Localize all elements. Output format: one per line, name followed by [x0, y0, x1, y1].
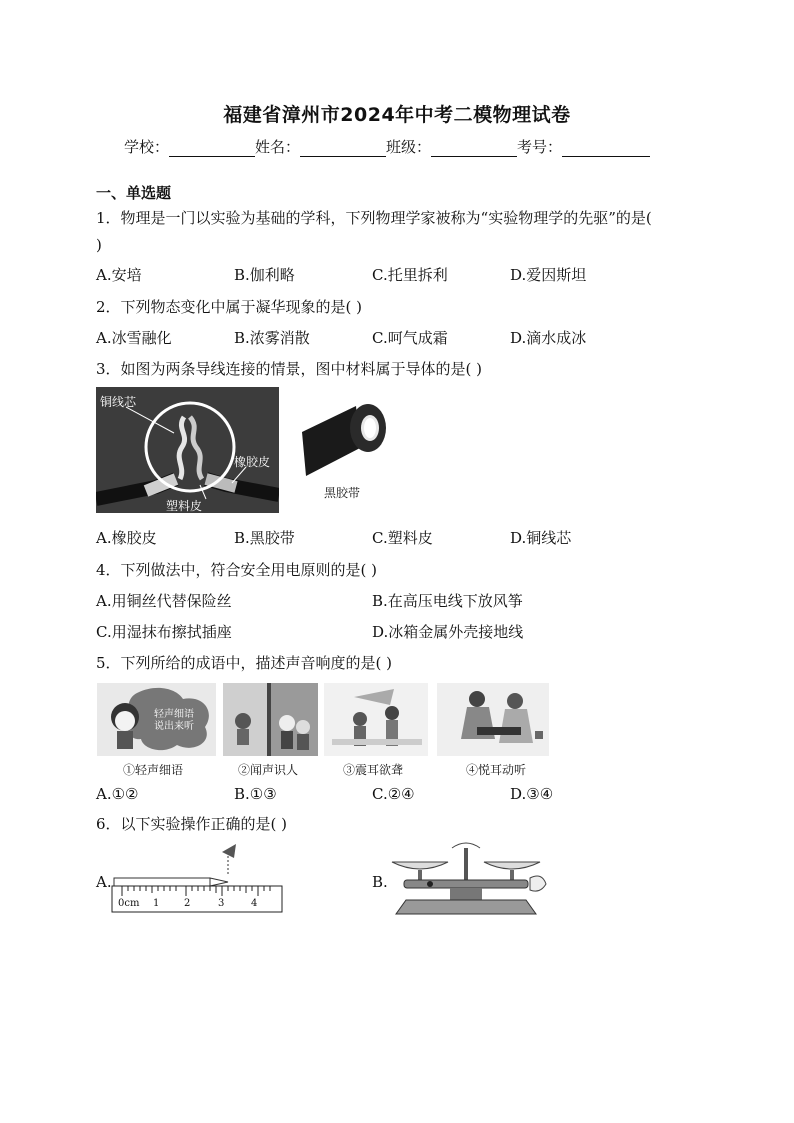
recognize-voice-illustration: [223, 683, 318, 756]
copper-core-label: 铜线芯: [100, 395, 137, 409]
q3-option-d[interactable]: D.铜线芯: [510, 529, 572, 547]
ruler-label-2: 2: [184, 898, 191, 909]
rubber-sheath-label: 橡胶皮: [234, 455, 271, 469]
idiom-picture-2: [223, 683, 318, 756]
q1-option-a[interactable]: A.安培: [96, 266, 142, 284]
exam-number-field[interactable]: [562, 140, 650, 157]
idiom-picture-3: [324, 683, 428, 756]
wire-photo: [96, 387, 279, 513]
school-field[interactable]: [169, 140, 255, 157]
question-6-stem: 6．以下实验操作正确的是( ): [96, 815, 288, 833]
bubble-text-2: 说出来听: [154, 721, 194, 732]
q3-option-a[interactable]: A.橡胶皮: [96, 529, 157, 547]
class-field[interactable]: [431, 140, 517, 157]
q5-option-d[interactable]: D.③④: [510, 785, 554, 803]
q1-option-b[interactable]: B.伽利略: [234, 266, 295, 284]
page-title: 福建省漳州市2024年中考二模物理试卷: [223, 104, 571, 126]
caption-2: ②闻声识人: [238, 763, 299, 777]
class-label: 班级：: [386, 138, 432, 156]
q6-option-b[interactable]: B.: [372, 873, 388, 891]
caption-4: ④悦耳动听: [466, 763, 527, 777]
q2-option-c[interactable]: C.呵气成霜: [372, 329, 448, 347]
ruler-label-1: 1: [153, 898, 160, 909]
q5-option-c[interactable]: C.②④: [372, 785, 415, 803]
ruler-label-4: 4: [251, 898, 258, 909]
name-label: 姓名：: [255, 138, 301, 156]
q4-option-c[interactable]: C.用湿抹布擦拭插座: [96, 623, 232, 641]
q2-option-d[interactable]: D.滴水成冰: [510, 329, 587, 347]
section-heading: 一、单选题: [96, 184, 172, 202]
question-5-stem: 5．下列所给的成语中，描述声音响度的是( ): [96, 654, 393, 672]
deafening-illustration: [324, 683, 428, 756]
q5-option-b[interactable]: B.①③: [234, 785, 277, 803]
question-1-stem-cont: ): [96, 236, 102, 254]
q1-option-c[interactable]: C.托里拆利: [372, 266, 448, 284]
q4-option-a[interactable]: A.用铜丝代替保险丝: [96, 592, 232, 610]
idiom-picture-4: [437, 683, 549, 756]
caption-3: ③震耳欲聋: [343, 763, 404, 777]
q2-option-a[interactable]: A.冰雪融化: [96, 329, 172, 347]
plastic-sheath-label: 塑料皮: [166, 499, 203, 513]
caption-1: ①轻声细语: [123, 763, 184, 777]
q3-option-b[interactable]: B.黑胶带: [234, 529, 295, 547]
bubble-text-1: 轻声细语: [154, 709, 194, 720]
q4-option-d[interactable]: D.冰箱金属外壳接地线: [372, 623, 524, 641]
black-tape-label: 黑胶带: [324, 486, 361, 500]
q3-option-c[interactable]: C.塑料皮: [372, 529, 433, 547]
q1-option-d[interactable]: D.爱因斯坦: [510, 266, 587, 284]
exam-number-label: 考号：: [517, 138, 563, 156]
student-info-fields: [124, 136, 650, 157]
q2-option-b[interactable]: B.浓雾消散: [234, 329, 310, 347]
ruler-illustration: [110, 842, 286, 916]
school-label: 学校：: [124, 138, 170, 156]
q4-option-b[interactable]: B.在高压电线下放风筝: [372, 592, 523, 610]
question-3-stem: 3．如图为两条导线连接的情景，图中材料属于导体的是( ): [96, 360, 483, 378]
pleasant-music-illustration: [437, 683, 549, 756]
ruler-label-3: 3: [218, 898, 225, 909]
question-1-stem: 1．物理是一门以实验为基础的学科，下列物理学家被称为“实验物理学的先驱”的是(: [96, 209, 652, 227]
q6-option-a[interactable]: A.: [96, 873, 112, 891]
balance-scale-icon: [390, 836, 550, 920]
question-4-stem: 4．下列做法中，符合安全用电原则的是( ): [96, 561, 378, 579]
idiom-picture-1: [97, 683, 216, 756]
q5-option-a[interactable]: A.①②: [96, 785, 139, 803]
ruler-label-0: 0cm: [118, 898, 140, 909]
balance-illustration: [390, 836, 550, 920]
tape-illustration: [298, 398, 394, 508]
black-tape-icon: [298, 398, 394, 482]
question-2-stem: 2．下列物态变化中属于凝华现象的是( ): [96, 298, 363, 316]
name-field[interactable]: [300, 140, 386, 157]
